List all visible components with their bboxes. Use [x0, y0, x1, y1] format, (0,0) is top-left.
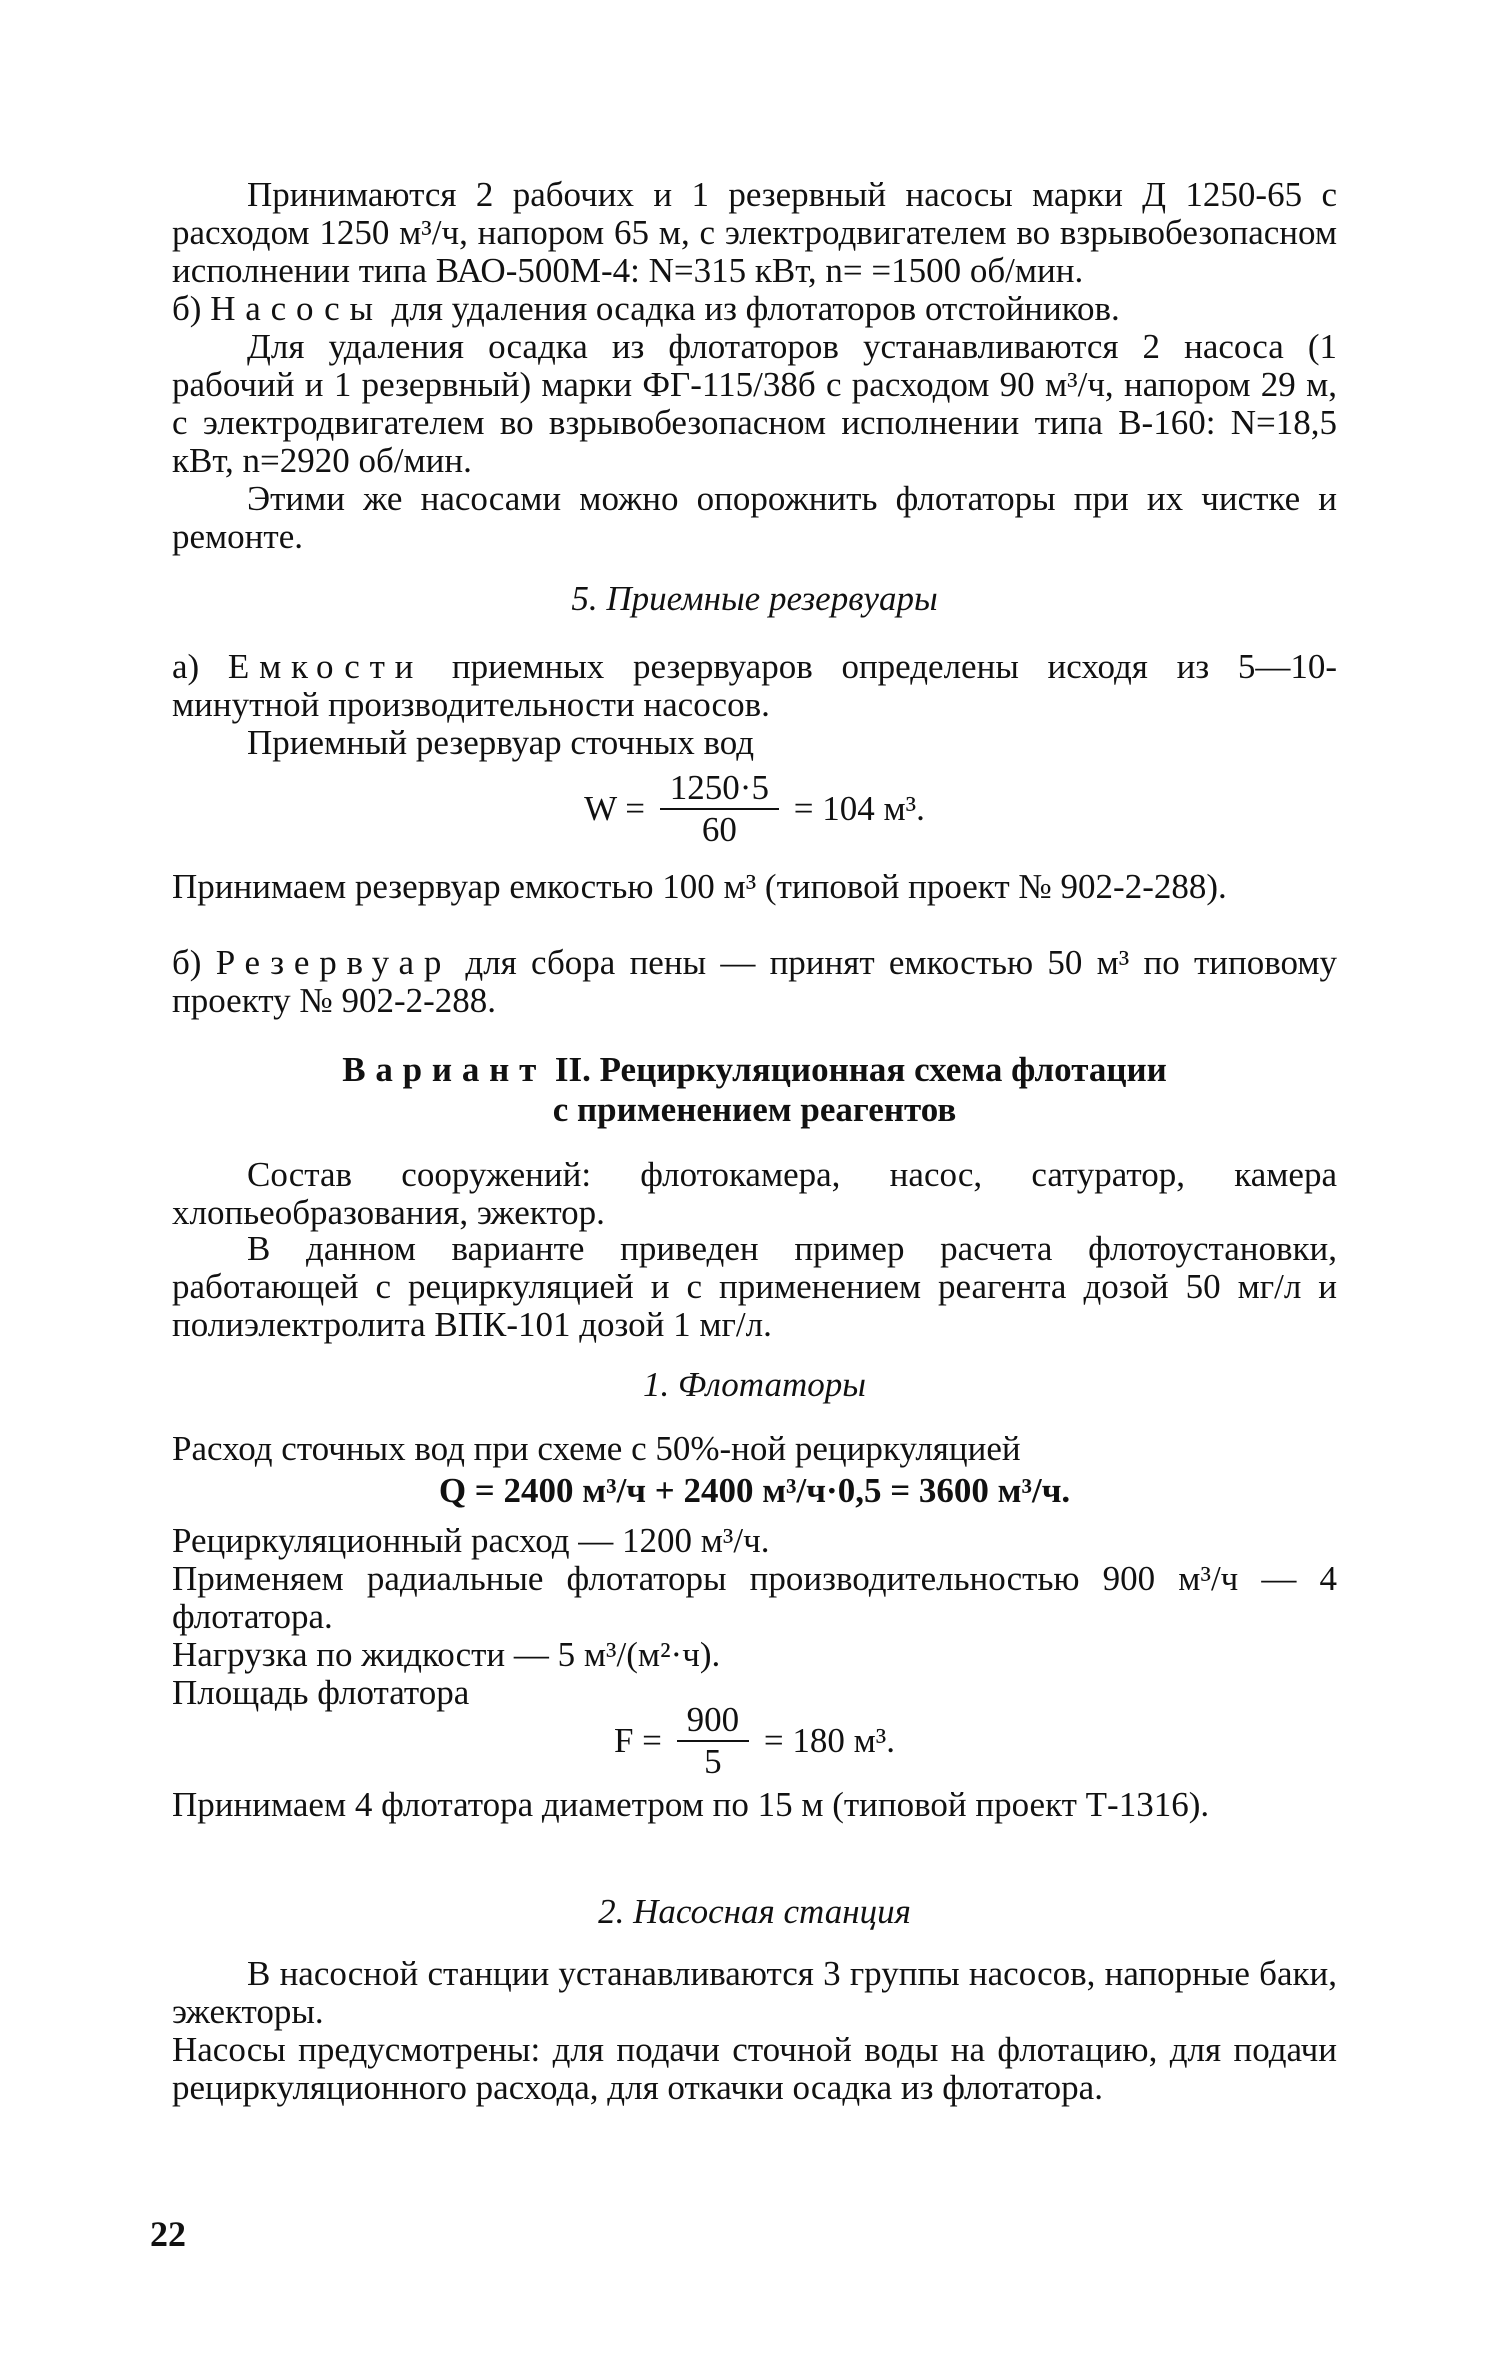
fraction-denominator: 5	[704, 1742, 722, 1781]
heading-text: 2. Насосная станция	[598, 1892, 911, 1931]
paragraph-flow	[172, 1430, 1337, 1468]
item-keyword: Резервуар	[215, 943, 452, 982]
fraction-denominator: 60	[701, 810, 737, 849]
variant-title-line2: с применением реагентов	[552, 1090, 957, 1129]
formula-rhs: = 180 м³.	[763, 1721, 896, 1760]
text: Нагрузка по жидкости — 5 м³/(м²·ч).	[172, 1635, 721, 1674]
formula-q	[172, 1472, 1337, 1510]
item-letter: а)	[172, 647, 200, 686]
text: Расход сточных вод при схеме с 50%-ной рециркуляцией	[172, 1429, 1021, 1468]
paragraph-composition	[172, 1156, 1337, 1232]
item-keyword: Емкости	[227, 647, 424, 686]
paragraph-pumps-purpose	[172, 2031, 1337, 2107]
text: Принимаем резервуар емкостью 100 м³ (типовой проект № 902-2-288).	[172, 867, 1227, 906]
text: Этими же насосами можно опорожнить флотаторы при их чистке и ремонте.	[172, 479, 1337, 556]
variant-heading	[172, 1050, 1337, 1130]
fraction	[660, 768, 779, 850]
formula-lhs: W =	[584, 789, 646, 828]
text: Для удаления осадка из флотаторов устанавливаются 2 насоса (1 рабочий и 1 резервный) марки ФГ-115/38б с расходом 90 м³/ч, напором 29 м, с электродвигателем во взрывобезопасном исполнении типа В-160: N=18,5 кВт, n=2920 об/мин.	[172, 327, 1337, 480]
paragraph-pumps-d1250	[172, 176, 1337, 290]
paragraph-reservoir	[172, 724, 1337, 762]
fraction-numerator: 1250·5	[660, 768, 779, 810]
section-heading-1	[172, 1366, 1337, 1404]
item-b-pumps	[172, 290, 1337, 328]
item-letter: б)	[172, 943, 202, 982]
paragraph-empty-flotators	[172, 480, 1337, 556]
text: Приемный резервуар сточных вод	[247, 723, 755, 762]
formula-text: Q = 2400 м³/ч + 2400 м³/ч·0,5 = 3600 м³/ч.	[438, 1471, 1071, 1510]
paragraph-accept-flotators	[172, 1786, 1337, 1824]
heading-text: 1. Флотаторы	[643, 1365, 866, 1404]
fraction-numerator: 900	[677, 1700, 750, 1742]
formula-lhs: F =	[613, 1721, 662, 1760]
item-text: приемных резервуаров определены исходя из 5—10-минутной производительности насосов.	[172, 647, 1338, 724]
item-a-capacities	[172, 648, 1337, 724]
formula-w	[172, 768, 1337, 868]
text: Применяем радиальные флотаторы производительностью 900 м³/ч — 4 флотатора.	[172, 1559, 1337, 1636]
text: В насосной станции устанавливаются 3 группы насосов, напорные баки, эжекторы.	[172, 1954, 1337, 2031]
item-letter: б)	[172, 289, 202, 328]
paragraph-example	[172, 1230, 1337, 1344]
paragraph-load	[172, 1636, 1337, 1674]
item-text: для удаления осадка из флотаторов отстойников.	[391, 289, 1120, 328]
text: Насосы предусмотрены: для подачи сточной воды на флотацию, для подачи рециркуляционного расхода, для откачки осадка из флотатора.	[172, 2030, 1337, 2107]
text: Принимаем 4 флотатора диаметром по 15 м (типовой проект Т-1316).	[172, 1785, 1210, 1824]
paragraph-sediment-pumps	[172, 328, 1337, 480]
item-keyword: Насосы	[210, 289, 383, 328]
paragraph-station	[172, 1955, 1337, 2031]
formula-rhs: = 104 м³.	[793, 789, 925, 828]
text: Состав сооружений: флотокамера, насос, сатуратор, камера хлопьеобразования, эжектор.	[172, 1155, 1337, 1232]
paragraph-accept-reservoir	[172, 868, 1337, 906]
text: Рециркуляционный расход — 1200 м³/ч.	[172, 1521, 770, 1560]
item-text: для сбора пены — принят емкостью 50 м³ по типовому проекту № 902-2-288.	[172, 943, 1337, 1020]
text: Площадь флотатора	[172, 1673, 470, 1712]
heading-text: 5. Приемные резервуары	[571, 579, 938, 618]
fraction	[677, 1700, 750, 1782]
section-heading-5	[172, 580, 1337, 618]
variant-title-line1: II. Рециркуляционная схема флотации	[554, 1050, 1167, 1089]
item-b-foam-reservoir	[172, 944, 1337, 1020]
section-heading-2	[172, 1893, 1337, 1931]
page-number: 22	[150, 2214, 186, 2254]
paragraph-radial	[172, 1560, 1337, 1636]
paragraph-recirculation	[172, 1522, 1337, 1560]
variant-word: Вариант	[342, 1050, 547, 1089]
text: В данном варианте приведен пример расчета флотоустановки, работающей с рециркуляцией и с применением реагента дозой 50 мг/л и полиэлектролита ВПК-101 дозой 1 мг/л.	[172, 1229, 1337, 1344]
text: Принимаются 2 рабочих и 1 резервный насосы марки Д 1250-65 с расходом 1250 м³/ч, напором 65 м, с электродвигателем во взрывобезопасном исполнении типа ВАО-500М-4: N=315 кВт, n= =1500 об/мин.	[172, 175, 1337, 290]
